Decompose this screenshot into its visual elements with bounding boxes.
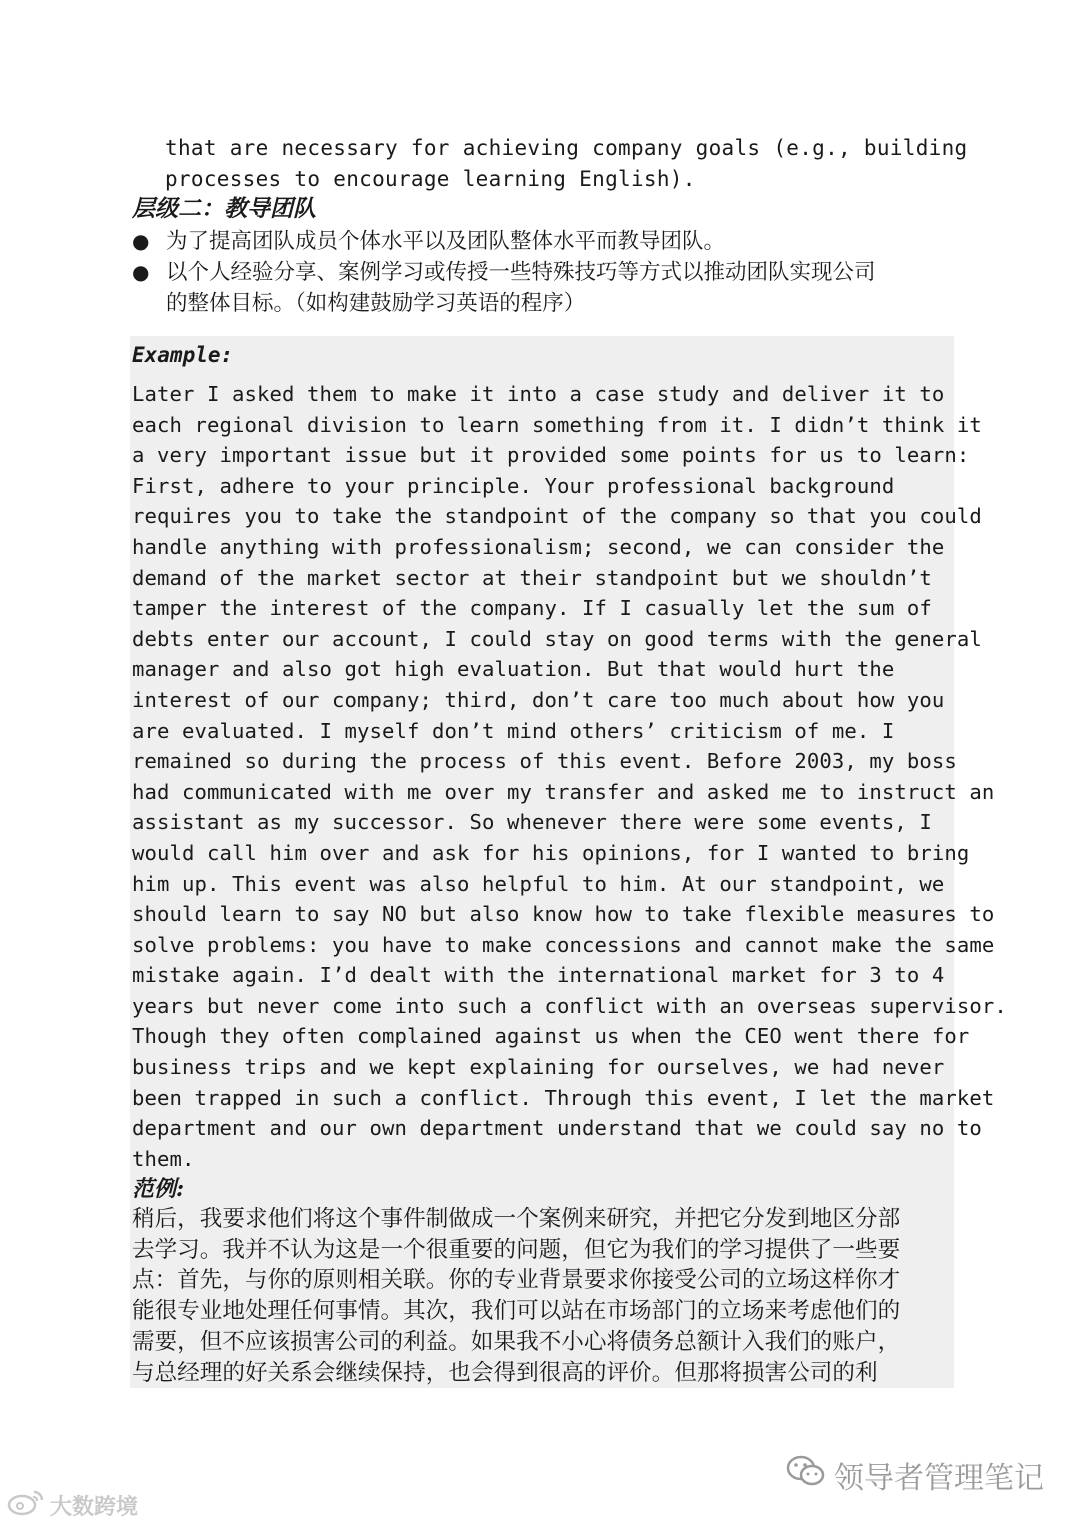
text-line: requires you to take the standpoint of the company so that you could xyxy=(132,504,982,529)
watermark-right-text: 领导者管理笔记 xyxy=(834,1461,1044,1496)
level-heading: 层级二：教导团队 xyxy=(132,195,316,222)
text-line: 能很专业地处理任何事情。其次，我们可以站在市场部门的立场来考虑他们的 xyxy=(132,1298,901,1325)
top-continuation-text xyxy=(165,133,968,194)
text-line: First, adhere to your principle. Your professional background xyxy=(132,473,895,498)
text-line: assistant as my successor. So whenever there were some events, I xyxy=(132,810,932,835)
watermark-weibo xyxy=(6,1488,138,1522)
text-line: should learn to say NO but also know how to take flexible measures to xyxy=(132,902,995,927)
chinese-example-label: 范例: xyxy=(132,1176,185,1202)
text-line: been trapped in such a conflict. Through this event, I let the market xyxy=(132,1085,995,1110)
text-line: 以个人经验分享、案例学习或传授一些特殊技巧等方式以推动团队实现公司 xyxy=(166,260,876,285)
text-line: Though they often complained against us when the CEO went there for xyxy=(132,1024,970,1049)
list-item-text xyxy=(166,257,952,319)
text-line: 为了提高团队成员个体水平以及团队整体水平而教导团队。 xyxy=(166,229,726,254)
bullet-dot-icon: ● xyxy=(132,229,150,253)
list-item xyxy=(132,257,952,319)
text-line: them. xyxy=(132,1146,195,1171)
bullet-list xyxy=(132,226,952,319)
text-line: that are necessary for achieving company goals (e.g., building xyxy=(165,136,968,160)
watermark-wechat xyxy=(786,1453,1044,1497)
text-line: tamper the interest of the company. If I casually let the sum of xyxy=(132,596,932,621)
text-line: him up. This event was also helpful to him. At our standpoint, we xyxy=(132,871,945,896)
text-line: Later I asked them to make it into a case study and deliver it to xyxy=(132,382,945,406)
text-line: a very important issue but it provided some points for us to learn: xyxy=(132,443,970,468)
text-line: department and our own department understand that we could say no to xyxy=(132,1116,982,1141)
text-line: demand of the market sector at their standpoint but we shouldn’t xyxy=(132,565,932,590)
text-line: 需要，但不应该损害公司的利益。如果我不小心将债务总额计入我们的账户， xyxy=(132,1328,901,1355)
text-line: business trips and we kept explaining for ourselves, we had never xyxy=(132,1055,945,1080)
text-line: years but never come into such a conflict with an overseas supervisor. xyxy=(132,993,1007,1018)
text-line: remained so during the process of this event. Before 2003, my boss xyxy=(132,749,957,774)
chinese-example-paragraph xyxy=(132,1204,952,1388)
example-paragraph xyxy=(132,379,1007,1174)
text-line: 稍后，我要求他们将这个事件制做成一个案例来研究，并把它分发到地区分部 xyxy=(132,1206,901,1232)
example-label: Example: xyxy=(132,343,234,367)
text-line: 去学习。我并不认为这是一个很重要的问题，但它为我们的学习提供了一些要 xyxy=(132,1236,901,1263)
text-line: 点：首先，与你的原则相关联。你的专业背景要求你接受公司的立场这样你才 xyxy=(132,1267,901,1294)
text-line: would call him over and ask for his opinions, for I wanted to bring xyxy=(132,840,970,865)
text-line: mistake again. I’d dealt with the international market for 3 to 4 xyxy=(132,963,945,988)
text-line: interest of our company; third, don’t care too much about how you xyxy=(132,687,945,712)
wechat-icon xyxy=(786,1454,826,1496)
list-item xyxy=(132,226,952,257)
text-line: each regional division to learn something from it. I didn’t think it xyxy=(132,412,982,437)
text-line: are evaluated. I myself don’t mind others’ criticism of me. I xyxy=(132,718,895,743)
list-item-text xyxy=(166,226,952,257)
text-line: manager and also got high evaluation. But that would hurt the xyxy=(132,657,895,682)
watermark-left-text: 大数跨境 xyxy=(50,1494,139,1520)
bullet-dot-icon: ● xyxy=(132,260,150,284)
text-line: had communicated with me over my transfer and asked me to instruct an xyxy=(132,779,995,804)
text-line: 的整体目标。（如构建鼓励学习英语的程序） xyxy=(166,291,586,316)
weibo-icon xyxy=(6,1488,46,1522)
text-line: debts enter our account, I could stay on good terms with the general xyxy=(132,626,982,651)
text-line: 与总经理的好关系会继续保持，也会得到很高的评价。但那将损害公司的利 xyxy=(132,1359,878,1386)
text-line: processes to encourage learning English). xyxy=(165,166,696,191)
text-line: solve problems: you have to make concessions and cannot make the same xyxy=(132,932,995,957)
text-line: handle anything with professionalism; second, we can consider the xyxy=(132,534,945,559)
